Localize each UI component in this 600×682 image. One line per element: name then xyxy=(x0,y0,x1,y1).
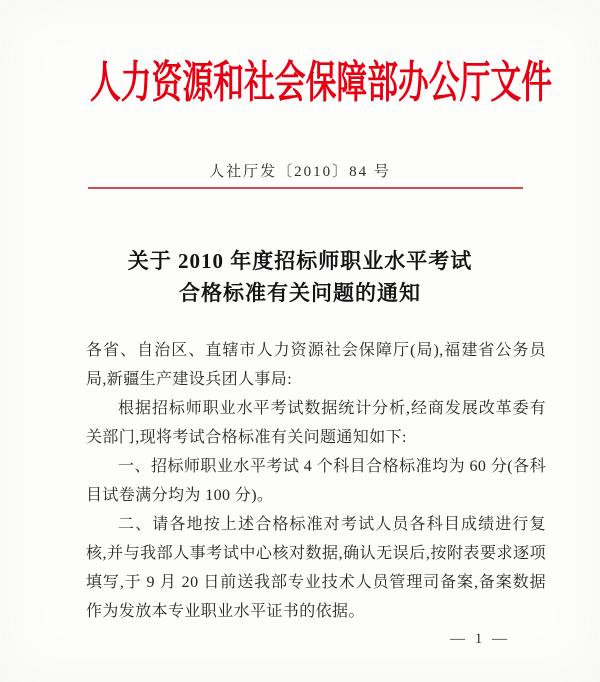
red-divider-line xyxy=(88,187,523,189)
body-paragraph-2: 一、招标师职业水平考试 4 个科目合格标准均为 60 分(各科目试卷满分均为 100 分)。 xyxy=(86,458,546,504)
page-number: — 1 — xyxy=(450,631,510,647)
body-paragraph-3: 二、请各地按上述合格标准对考试人员各科目成绩进行复核,并与我部人事考试中心核对数据,确认无误后,按附表要求逐项填写,于 9 月 20 日前送我部专业技术人员管理司备案,备案数据作为发放本专业职业水平证书的依据。 xyxy=(86,516,546,620)
document-number: 人社厅发〔2010〕84 号 xyxy=(209,164,391,180)
body-paragraph-1: 根据招标师职业水平考试数据统计分析,经商发展改革委有关部门,现将考试合格标准有关问题通知如下: xyxy=(86,400,546,446)
notice-title xyxy=(0,245,600,309)
notice-body xyxy=(86,336,546,626)
salutation-line: 各省、自治区、直辖市人力资源社会保障厅(局),福建省公务员局,新疆生产建设兵团人事局: xyxy=(86,342,546,388)
letterhead-title: 人力资源和社会保障部办公厅文件 xyxy=(90,58,552,107)
notice-title-line2: 合格标准有关问题的通知 xyxy=(179,281,421,305)
notice-title-line1: 关于 2010 年度招标师职业水平考试 xyxy=(127,249,473,273)
